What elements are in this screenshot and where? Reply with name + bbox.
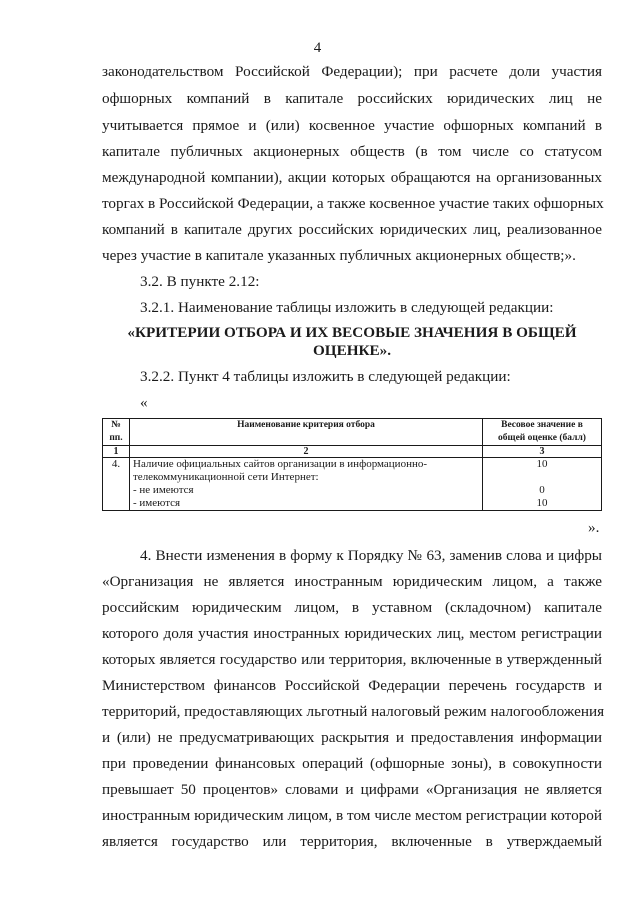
- row-criterion-name: Наличие официальных сайтов организации в информационно- телекоммуникационной сети Интернет: - не имеются - имеются: [130, 458, 483, 511]
- page-number: 4: [313, 40, 322, 56]
- para4-line-8: и (или) не предусматривающих раскрытия и предоставления информации: [102, 729, 602, 746]
- para1-line-3: учитывается прямое и (или) косвенное участие офшорных компаний в: [102, 117, 602, 134]
- header-weight: Весовое значение в общей оценке (балл): [483, 419, 602, 446]
- table-heading-line-1: «КРИТЕРИИ ОТБОРА И ИХ ВЕСОВЫЕ ЗНАЧЕНИЯ В ОБЩЕЙ: [127, 324, 577, 341]
- criteria-table: [102, 418, 602, 511]
- table-heading-line-2: ОЦЕНКЕ».: [312, 342, 392, 359]
- para1-line-7: компаний в капитале других российских юридических лиц, реализованное: [102, 221, 602, 238]
- para1-line-2: офшорных компаний в капитале российских юридических лиц не: [102, 90, 602, 107]
- opening-quote: «: [140, 394, 148, 411]
- para4-line-12: является государство или территория, включенные в утверждаемый: [102, 833, 602, 850]
- para4-line-1: 4. Внести изменения в форму к Порядку № 63, заменив слова и цифры: [140, 547, 602, 564]
- index-cell-2: 2: [130, 446, 483, 458]
- para4-line-2: «Организация не является иностранным юридическим лицом, а также: [102, 573, 602, 590]
- para1-line-4: капитале публичных акционерных обществ (в том числе со статусом: [102, 143, 602, 160]
- row-num: 4.: [103, 458, 130, 511]
- para4-line-3: российским юридическим лицом, в уставном (складочном) капитале: [102, 599, 602, 616]
- closing-quote: ».: [588, 519, 600, 536]
- para4-line-6: Министерством финансов Российской Федерации перечень государств и: [102, 677, 602, 694]
- item-3-2-1: 3.2.1. Наименование таблицы изложить в следующей редакции:: [140, 299, 554, 316]
- para1-line-8: через участие в капитале указанных публичных акционерных обществ;».: [102, 247, 576, 264]
- para4-line-10: превышает 50 процентов» словами и цифрами «Организация не является: [102, 781, 602, 798]
- index-cell-3: 3: [483, 446, 602, 458]
- para1-line-1: законодательством Российской Федерации); при расчете доли участия: [102, 63, 602, 80]
- table-index-row: [103, 446, 602, 458]
- header-criterion-name: Наименование критерия отбора: [130, 419, 483, 446]
- para1-line-6: торгах в Российской Федерации, а также косвенное участие таких офшорных: [102, 195, 604, 212]
- para1-line-5: международной компании), акции которых обращаются на организованных: [102, 169, 602, 186]
- header-num: № пп.: [103, 419, 130, 446]
- para4-line-11: иностранным юридическим лицом, в том числе местом регистрации которой: [102, 807, 602, 824]
- item-3-2-2: 3.2.2. Пункт 4 таблицы изложить в следующей редакции:: [140, 368, 511, 385]
- table-row: [103, 458, 602, 511]
- index-cell-1: 1: [103, 446, 130, 458]
- item-3-2: 3.2. В пункте 2.12:: [140, 273, 260, 290]
- para4-line-9: при проведении финансовых операций (офшорные зоны), в совокупности: [102, 755, 602, 772]
- row-weight-values: 10 0 10: [483, 458, 602, 511]
- para4-line-7: территорий, предоставляющих льготный налоговый режим налогообложения: [102, 703, 605, 720]
- para4-line-4: которого доля участия иностранных юридических лиц, местом регистрации: [102, 625, 602, 642]
- table-header-row: [103, 419, 602, 446]
- para4-line-5: которых является государство или территория, включенные в утвержденный: [102, 651, 602, 668]
